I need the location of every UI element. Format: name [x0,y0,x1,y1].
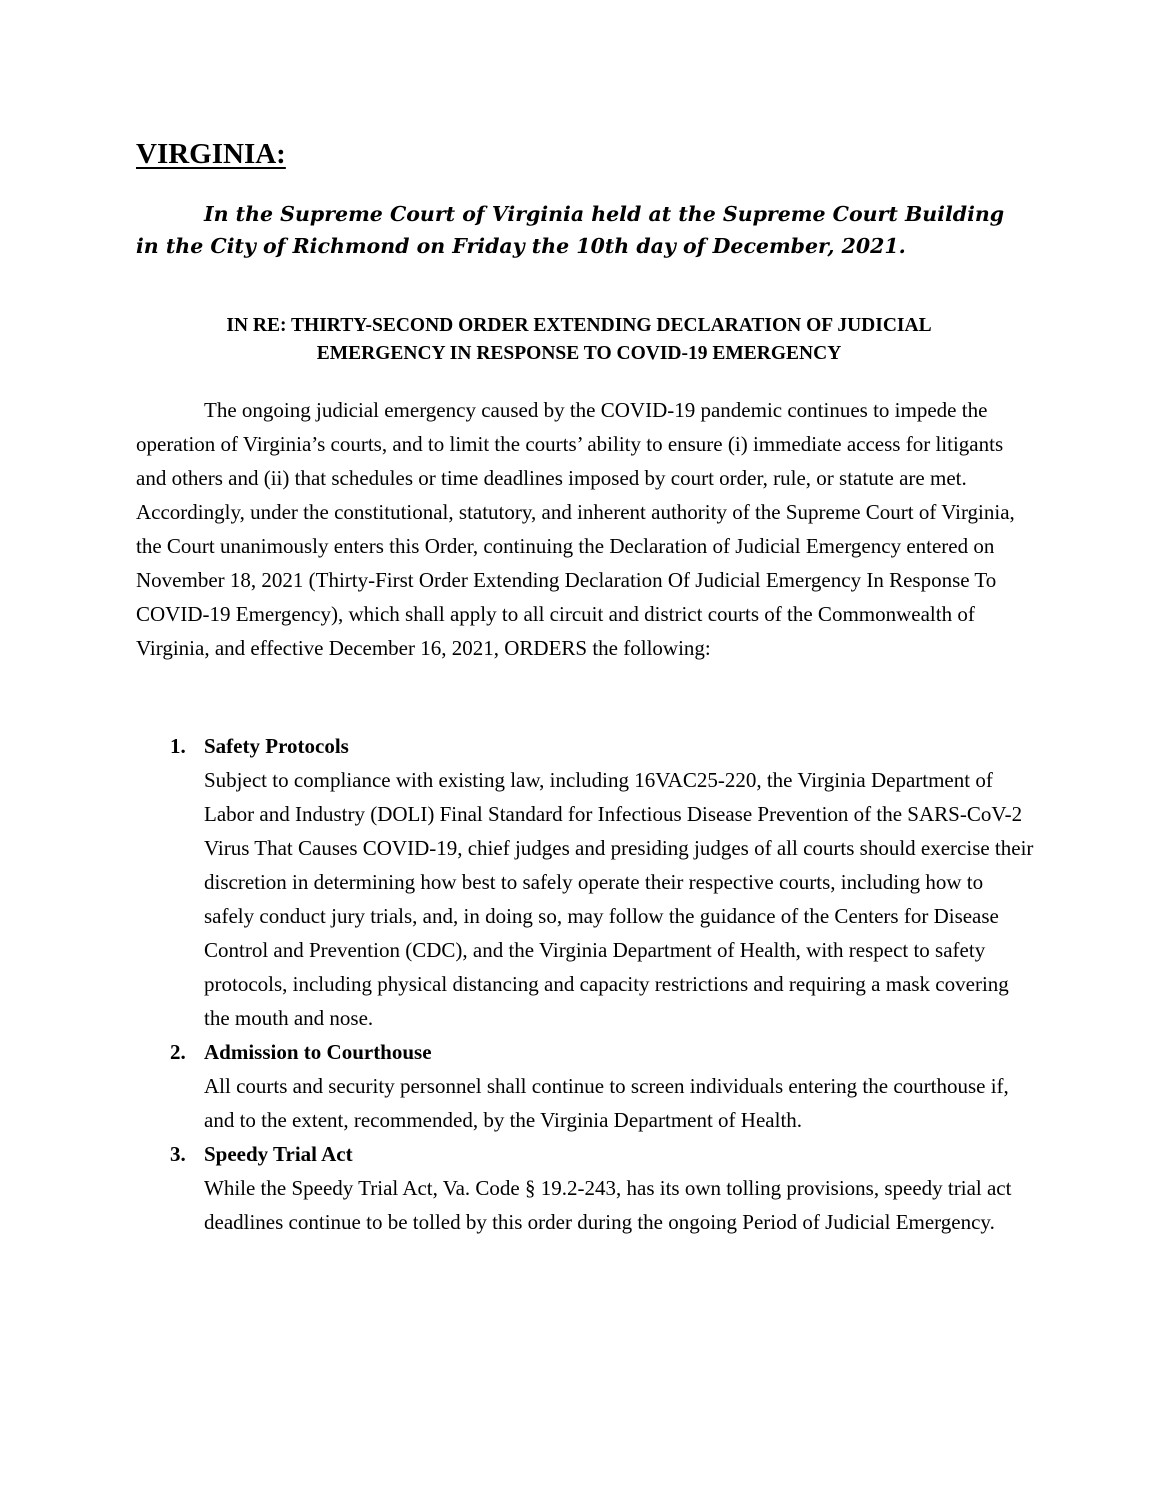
provision-safety-protocols [136,729,1036,1035]
provision-admission-to-courthouse [136,1035,1036,1137]
order-title-line-1: IN RE: THIRTY-SECOND ORDER EXTENDING DECLARATION OF JUDICIAL [226,315,932,336]
provision-body: Subject to compliance with existing law, including 16VAC25-220, the Virginia Department of Labor and Industry (DOLI) Final Standard for Infectious Disease Prevention of the SARS-CoV-2 Virus That Causes COVID-19, chief judges and presiding judges of all courts should exercise their discretion in determining how best to safely operate their respective courts, including how to safely conduct jury trials, and, in doing so, may follow the guidance of the Centers for Disease Control and Prevention (CDC), and the Virginia Department of Health, with respect to safety protocols, including physical distancing and capacity restrictions and requiring a mask covering the mouth and nose. [204,768,1034,1030]
court-caption: In the Supreme Court of Virginia held at the Supreme Court Building in the City of Richmond on Friday the 10th day of December, 2021. [136,202,1005,258]
provision-heading: Admission to Courthouse [204,1040,432,1064]
provision-body: While the Speedy Trial Act, Va. Code § 19.2-243, has its own tolling provisions, speedy trial act deadlines continue to be tolled by this order during the ongoing Period of Judicial Emergency. [204,1176,1012,1234]
order-title [136,312,1022,368]
provision-heading: Safety Protocols [204,734,349,758]
provision-number: 2. [170,1040,186,1064]
provision-number: 3. [170,1142,186,1166]
provisions-list [136,729,1036,1239]
provision-body: All courts and security personnel shall continue to screen individuals entering the courthouse if, and to the extent, recommended, by the Virginia Department of Health. [204,1074,1009,1132]
provision-heading: Speedy Trial Act [204,1142,353,1166]
preamble-paragraph: The ongoing judicial emergency caused by the COVID-19 pandemic continues to impede the operation of Virginia’s courts, and to limit the courts’ ability to ensure (i) immediate access for litigants and others and (ii) that schedules or time deadlines imposed by court order, rule, or statute are met. Accordingly, under the constitutional, statutory, and inherent authority of the Supreme Court of Virginia, the Court unanimously enters this Order, continuing the Declaration of Judicial Emergency entered on November 18, 2021 (Thirty-First Order Extending Declaration Of Judicial Emergency In Response To COVID-19 Emergency), which shall apply to all circuit and district courts of the Commonwealth of Virginia, and effective December 16, 2021, ORDERS the following: [136,398,1015,660]
order-title-line-2: EMERGENCY IN RESPONSE TO COVID-19 EMERGENCY [316,343,842,364]
provision-speedy-trial-act [136,1137,1036,1239]
state-heading: VIRGINIA: [136,138,286,170]
provision-number: 1. [170,734,186,758]
